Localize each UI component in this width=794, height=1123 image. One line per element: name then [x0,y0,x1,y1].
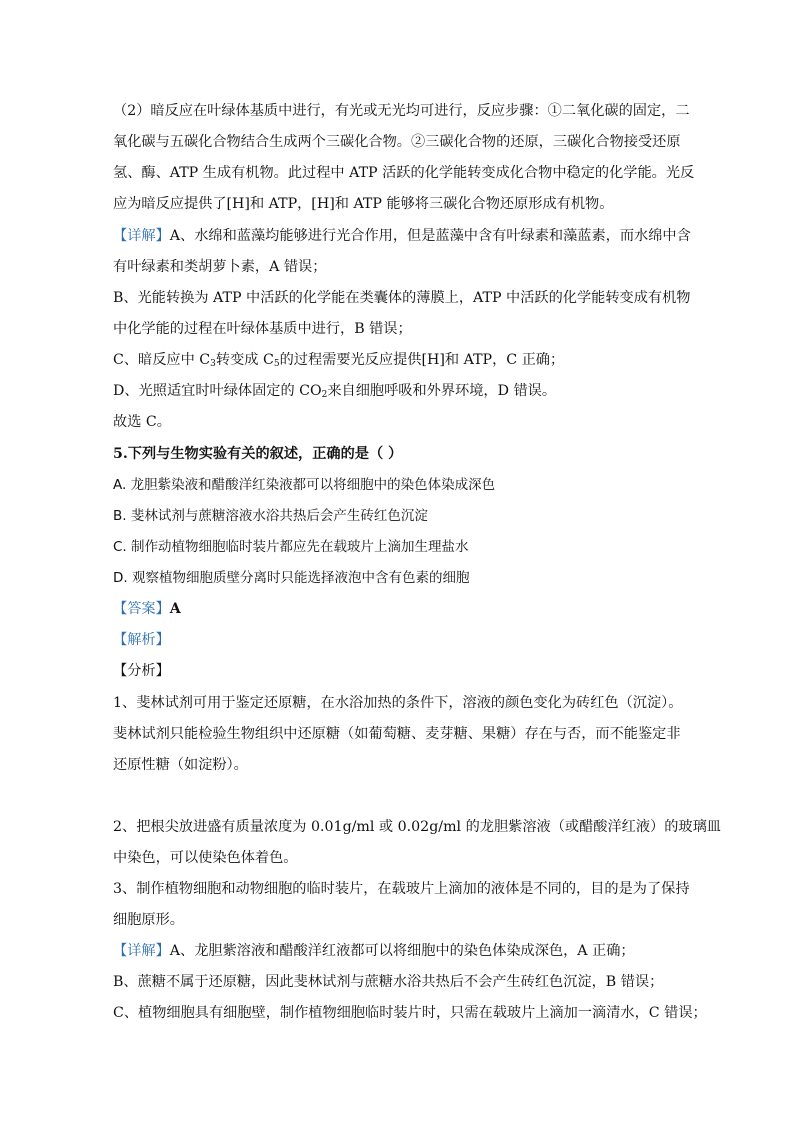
text-fragment: 来自细胞呼吸和外界环境，D 错误。 [327,383,557,399]
option-c: C. 制作动植物细胞临时装片都应先在载玻片上滴加生理盐水 [113,539,469,555]
answer-label: 【答案】 [113,601,170,617]
text-line: 1、斐林试剂可用于鉴定还原糖，在水浴加热的条件下，溶液的颜色变化为砖红色（沉淀）。 [113,695,683,711]
option-a: A. 龙胆紫染液和醋酸洋红染液都可以将细胞中的染色体染成深色 [113,477,496,493]
text-line: 应为暗反应提供了[H]和 ATP，[H]和 ATP 能够将三碳化合物还原形成有机物。 [113,196,614,212]
explanation-label: 【解析】 [113,632,170,648]
conclusion-line: 故选 C。 [113,414,171,430]
text-line: 斐林试剂只能检验生物组织中还原糖（如葡萄糖、麦芽糖、果糖）存在与否，而不能鉴定非 [113,726,681,742]
text-line: 2、把根尖放进盛有质量浓度为 0.01g/ml 或 0.02g/ml 的龙胆紫溶液（或醋酸洋红液）的玻璃皿 [113,819,721,835]
text-line: C、植物细胞具有细胞壁，制作植物细胞临时装片时，只需在载玻片上滴加一滴清水，C 错误； [113,1005,707,1021]
answer-value: A [169,601,181,617]
text-line: （2）暗反应在叶绿体基质中进行，有光或无光均可进行，反应步骤：①二氧化碳的固定，二 [113,103,690,119]
text-line: 中染色，可以使染色体着色。 [113,850,298,866]
text-fragment: 转变成 C [215,352,274,368]
answer-line [113,594,683,625]
text-fragment: 的过程需要光反应提供[H]和 ATP，C 正确； [279,352,565,368]
text-fragment: D、光照适宜时叶绿体固定的 CO [113,383,322,399]
question-stem: 5.下列与生物实验有关的叙述，正确的是（ ） [113,446,403,462]
q5-analysis-2 [113,812,721,936]
q5-analysis-1 [113,688,683,781]
option-d: D. 观察植物细胞质壁分离时只能选择液泡中含有色素的细胞 [113,570,470,586]
text-line: B、蔗糖不属于还原糖，因此斐林试剂与蔗糖水浴共热后不会产生砖红色沉淀，B 错误； [113,974,664,990]
text-line: B、光能转换为 ATP 中活跃的化学能在类囊体的薄膜上，ATP 中活跃的化学能转变成有机物 [113,290,691,306]
detail-line [113,221,691,252]
q4-detail [113,221,691,438]
text-line: 细胞原形。 [113,912,184,928]
text-line: 氢、酶、ATP 生成有机物。此过程中 ATP 活跃的化学能转变成化合物中稳定的化学能。光反 [113,165,695,181]
detail-label: 【详解】 [113,228,170,244]
text-line [113,376,683,407]
analysis-part2 [113,96,695,220]
text-line: 有叶绿素和类胡萝卜素，A 错误； [113,259,327,275]
option-b: B. 斐林试剂与蔗糖溶液水浴共热后会产生砖红色沉淀 [113,508,428,524]
subscript: 2 [321,390,328,400]
detail-label: 【详解】 [113,943,170,959]
detail-line [113,936,683,967]
subscript: 5 [273,359,280,369]
detail-text: A、龙胆紫溶液和醋酸洋红液都可以将细胞中的染色体染成深色，A 正确； [169,943,635,959]
question-5 [113,439,683,687]
q5-detail [113,936,707,1029]
text-line: 氧化碳与五碳化合物结合生成两个三碳化合物。②三碳化合物的还原，三碳化合物接受还原 [113,134,681,150]
detail-text: A、水绵和蓝藻均能够进行光合作用，但是蓝藻中含有叶绿素和藻蓝素，而水绵中含 [169,228,691,244]
text-line: 中化学能的过程在叶绿体基质中进行，B 错误； [113,321,412,337]
subscript: 3 [210,359,216,369]
text-line [113,345,683,376]
text-line: 3、制作植物细胞和动物细胞的临时装片，在载玻片上滴加的液体是不同的，目的是为了保持 [113,881,690,897]
text-line: 还原性糖（如淀粉）。 [113,757,248,773]
analysis-label: 【分析】 [113,663,170,679]
text-fragment: C、暗反应中 C [113,352,211,368]
